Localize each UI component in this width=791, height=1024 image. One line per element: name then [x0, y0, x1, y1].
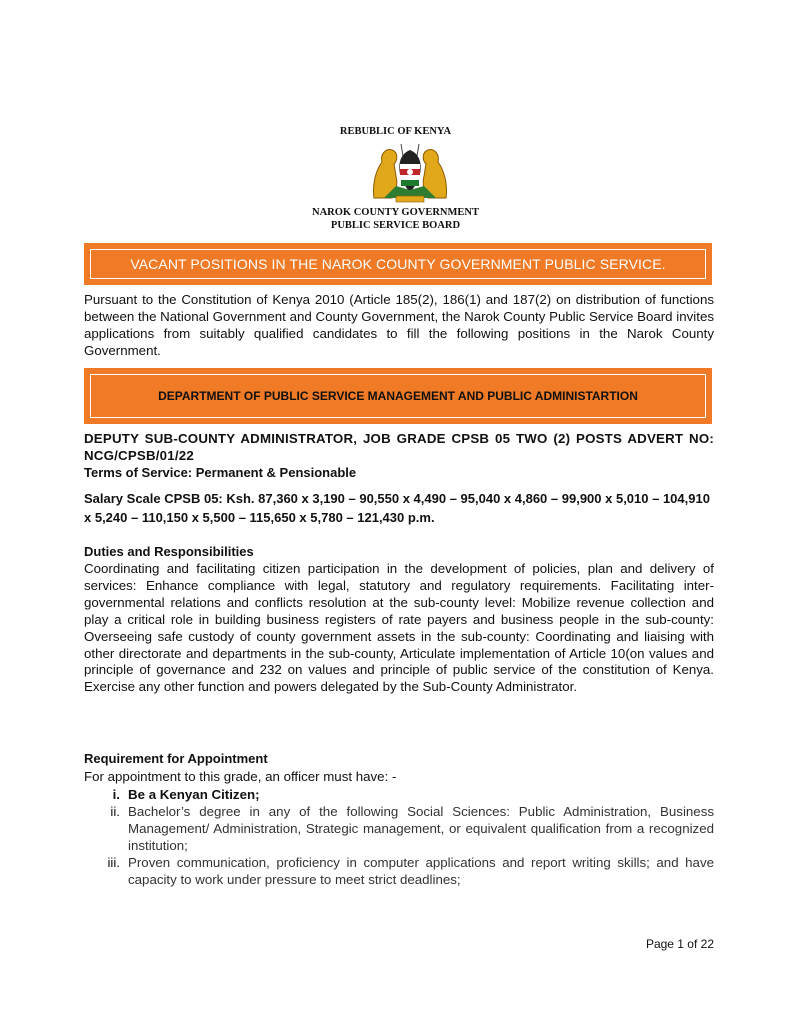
- requirements-intro: For appointment to this grade, an officer must have: -: [84, 769, 397, 784]
- list-item-number: ii.: [110, 804, 120, 819]
- list-item-number: iii.: [107, 855, 120, 870]
- county-name: NAROK COUNTY GOVERNMENT: [311, 207, 480, 218]
- salary-scale: Salary Scale CPSB 05: Ksh. 87,360 x 3,190 – 90,550 x 4,490 – 95,040 x 4,860 – 99,900 x 5,010 – 104,910 x 5,240 – 110,150 x 5,500 – 115,650 x 5,780 – 121,430 p.m.: [84, 491, 710, 525]
- list-item-text: Bachelor’s degree in any of the following Social Sciences: Public Administration, Business Management/ Administration, Strategic management, or equivalent qualification from a recognized institution;: [128, 804, 714, 853]
- department-title: DEPARTMENT OF PUBLIC SERVICE MANAGEMENT AND PUBLIC ADMINISTARTION: [158, 389, 638, 403]
- list-item: [84, 786, 714, 803]
- requirements-heading: Requirement for Appointment: [84, 751, 268, 766]
- department-banner: [84, 368, 712, 424]
- list-item-text: Proven communication, proficiency in computer applications and report writing skills; and have capacity to work under pressure to meet strict deadlines;: [128, 855, 714, 887]
- intro-paragraph: Pursuant to the Constitution of Kenya 2010 (Article 185(2), 186(1) and 187(2) on distribution of functions between the National Government and County Government, the Narok County Public Service Board invites applications from suitably qualified candidates to fill the following positions in the Narok County Government.: [84, 292, 714, 358]
- terms-of-service: Terms of Service: Permanent & Pensionable: [84, 465, 357, 480]
- board-name: PUBLIC SERVICE BOARD: [330, 220, 461, 231]
- banner-title: VACANT POSITIONS IN THE NAROK COUNTY GOVERNMENT PUBLIC SERVICE.: [130, 256, 666, 272]
- requirements-list: [84, 786, 714, 888]
- position-title: DEPUTY SUB-COUNTY ADMINISTRATOR, JOB GRADE CPSB 05 TWO (2) POSTS ADVERT NO: NCG/CPSB/01/22: [84, 431, 714, 463]
- kenya-coat-of-arms-icon: [370, 140, 450, 204]
- duties-heading: Duties and Responsibilities: [84, 544, 254, 559]
- list-item-text: Be a Kenyan Citizen;: [128, 787, 260, 802]
- list-item-number: i.: [112, 787, 120, 802]
- list-item: [84, 854, 714, 888]
- list-item: [84, 803, 714, 854]
- page-number: Page 1 of 22: [645, 937, 714, 951]
- vacancies-banner: [84, 243, 712, 285]
- republic-heading: REBUBLIC OF KENYA: [339, 126, 452, 137]
- duties-text: Coordinating and facilitating citizen participation in the development of policies, plan and delivery of services: Enhance compliance with legal, statutory and regulatory requirements. Facilitating inter-governmental relations and conflicts resolution at the sub-county level: Mobilize revenue collection and play a critical role in building business registers of rate payers and business people in the sub-county: Overseeing safe custody of county government assets in the sub-county: Coordinating and liaising with other directorate and departments in the sub-county, Articulate implementation of Article 10(on values and principle of governance and 232 on values and principle of public service of the constitution of Kenya. Exercise any other function and powers delegated by the Sub-County Administrator.: [84, 561, 714, 695]
- county-heading: [0, 206, 791, 232]
